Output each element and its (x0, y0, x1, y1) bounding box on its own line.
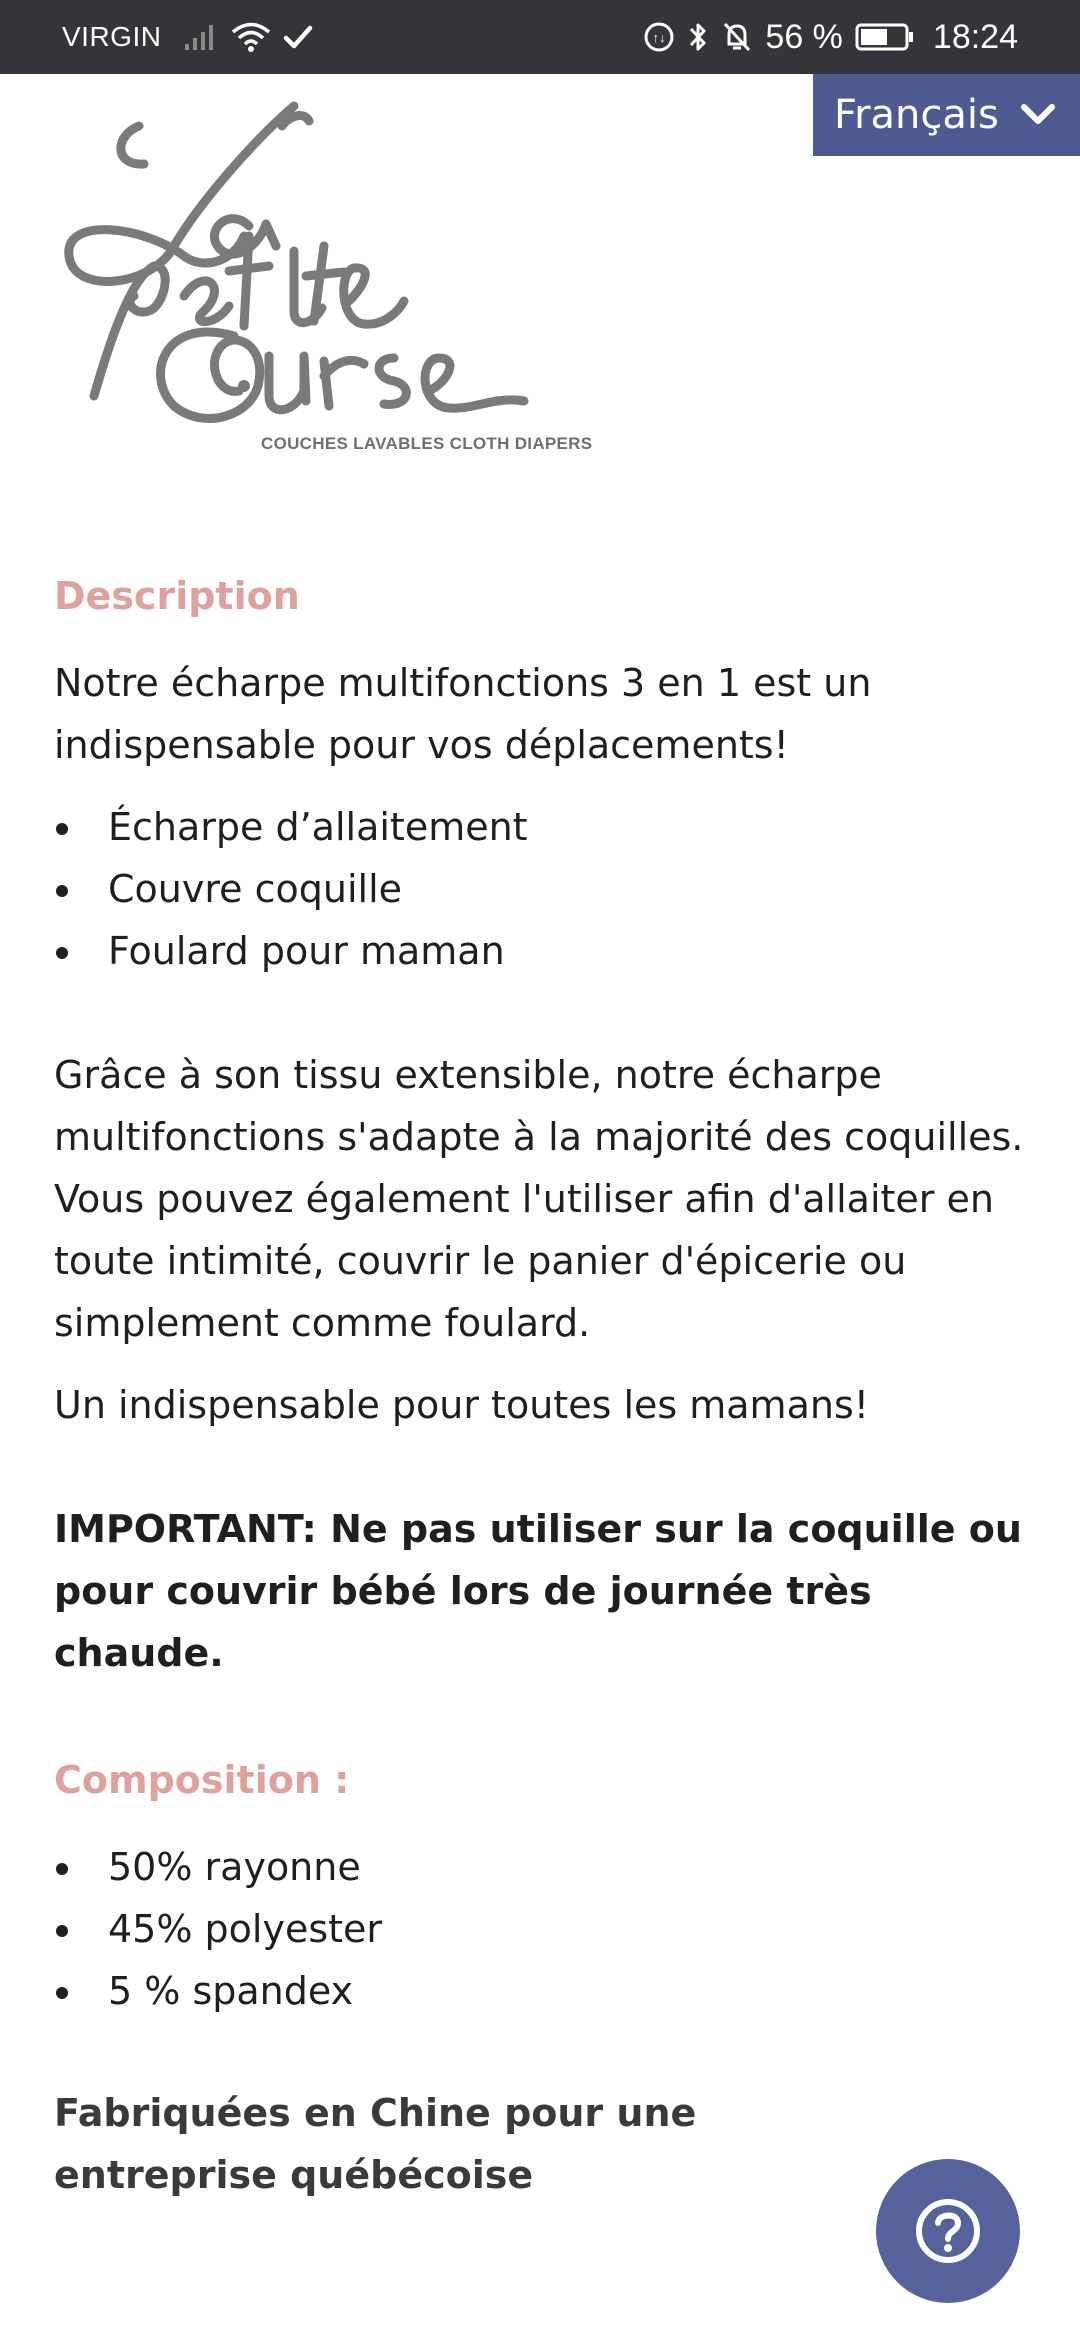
logo-script-icon (54, 96, 594, 436)
logo-tagline: COUCHES LAVABLES CLOTH DIAPERS (261, 434, 593, 453)
bell-muted-icon (721, 20, 753, 54)
status-bar (0, 0, 1080, 74)
list-item: 5 % spandex (54, 1960, 1034, 2022)
product-description (54, 560, 1034, 2206)
important-warning: IMPORTANT: Ne pas utiliser sur la coquille ou pour couvrir bébé lors de journée très chaude. (54, 1507, 1022, 1675)
carrier-name: VIRGIN (62, 21, 162, 52)
description-title: Description (54, 574, 300, 618)
bluetooth-icon (687, 20, 709, 54)
data-saver-icon (643, 21, 675, 53)
brand-logo[interactable] (54, 96, 594, 466)
signal-icon (183, 22, 219, 52)
check-icon (283, 23, 313, 51)
description-body: Grâce à son tissu extensible, notre écharpe multifonctions s'adapte à la majorité des coquilles. Vous pouvez également l'utiliser afin d'allaiter en toute intimité, couvrir le panier d'épicerie ou simplement comme foulard. (54, 1053, 1024, 1345)
uses-list (54, 796, 1034, 982)
list-item: 50% rayonne (54, 1836, 1034, 1898)
svg-text:↑↓: ↑↓ (652, 30, 666, 45)
list-item: Couvre coquille (54, 858, 1034, 920)
description-tagline: Un indispensable pour toutes les mamans! (54, 1383, 869, 1427)
language-selector[interactable] (813, 74, 1080, 156)
help-button[interactable] (876, 2159, 1020, 2303)
language-label: Français (834, 92, 999, 138)
battery-icon (855, 22, 915, 52)
clock: 18:24 (932, 17, 1018, 56)
list-item: Foulard pour maman (54, 920, 1034, 982)
composition-title: Composition : (54, 1758, 350, 1802)
battery-percent: 56 % (765, 17, 843, 56)
list-item: 45% polyester (54, 1898, 1034, 1960)
wifi-icon (231, 21, 271, 53)
chevron-down-icon (1020, 102, 1056, 128)
list-item: Écharpe d’allaitement (54, 796, 1034, 858)
question-circle-icon (913, 2196, 983, 2266)
made-in-note: Fabriquées en Chine pour une entreprise québécoise (54, 2091, 697, 2197)
composition-list (54, 1836, 1034, 2022)
description-intro: Notre écharpe multifonctions 3 en 1 est un indispensable pour vos déplacements! (54, 661, 872, 767)
